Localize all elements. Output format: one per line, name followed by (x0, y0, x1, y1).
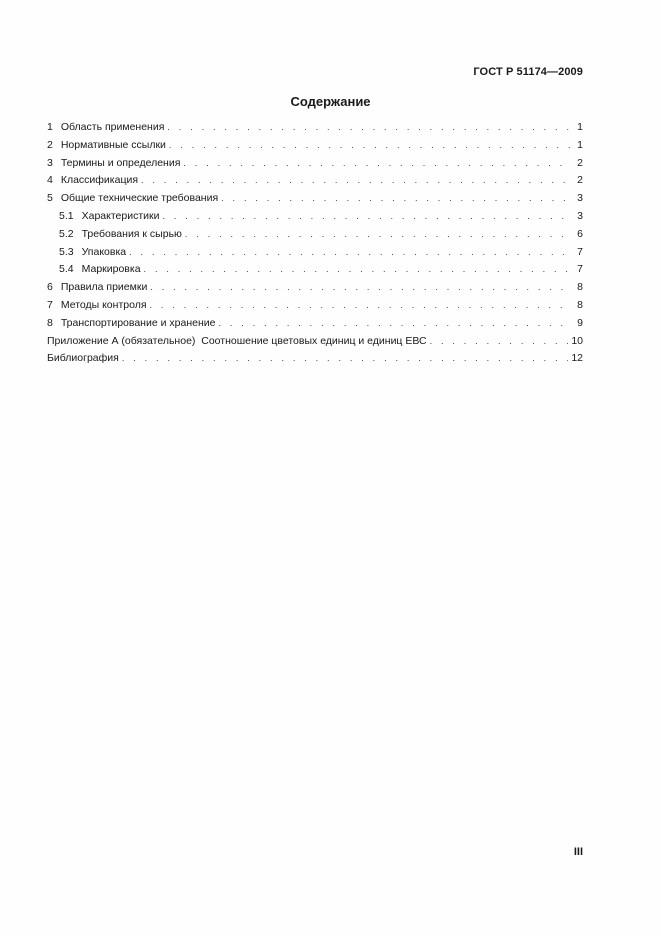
toc-entry-title: Транспортирование и хранение (60, 316, 216, 329)
toc-entry-5-2[interactable] (47, 226, 583, 244)
toc-entry-number: 2 (47, 138, 53, 151)
toc-entry-page: 3 (577, 192, 583, 205)
toc-entry-title: Библиография (47, 352, 119, 365)
toc-leader-dots (169, 137, 570, 155)
toc-entry-title: Характеристики (81, 209, 160, 222)
toc-entry-number: 7 (47, 298, 53, 311)
toc-leader-dots (218, 315, 570, 333)
toc-entry-page: 12 (571, 352, 583, 365)
toc-entry-page: 10 (571, 334, 583, 347)
toc-entry-title: Упаковка (81, 245, 127, 258)
toc-entry-4[interactable] (47, 172, 583, 190)
toc-entry-number: 5.2 (59, 227, 74, 240)
toc-entry-page: 1 (577, 121, 583, 133)
toc-title: Содержание (290, 94, 371, 109)
toc-entry-title: Правила приемки (60, 281, 148, 294)
toc-entry-number: 5.1 (59, 209, 74, 222)
toc-entry-page: 8 (577, 281, 583, 294)
toc-entry-5-1[interactable] (47, 208, 583, 226)
toc-leader-dots (162, 208, 570, 226)
toc-entry-title: Маркировка (81, 263, 141, 276)
toc-entry-title: Методы контроля (60, 298, 147, 311)
toc-leader-dots (129, 244, 570, 262)
toc-entry-number: 5.3 (59, 245, 74, 258)
toc-entry-number: 4 (47, 174, 53, 187)
toc-entry-page: 2 (577, 156, 583, 169)
toc-entry-2[interactable] (47, 137, 583, 155)
toc-entry-title: Общие технические требования (60, 192, 219, 205)
toc-entry-8[interactable] (47, 315, 583, 333)
toc-leader-dots (221, 190, 570, 208)
toc-entry-appendix-a[interactable] (47, 333, 583, 351)
toc-leader-dots (430, 333, 569, 351)
toc-leader-dots (150, 297, 570, 315)
toc-entry-page: 8 (577, 298, 583, 311)
toc-entry-title: Приложение А (обязательное) Соотношение цветовых единиц и единиц ЕВС (47, 334, 427, 347)
toc-entry-title: Требования к сырью (81, 227, 182, 240)
toc-entry-title: Термины и определения (60, 156, 181, 169)
toc-entry-number: 5.4 (59, 263, 74, 276)
toc-entry-6[interactable] (47, 279, 583, 297)
toc-entry-5-4[interactable] (47, 261, 583, 279)
toc-leader-dots (144, 261, 570, 279)
toc-leader-dots (122, 350, 568, 368)
toc-leader-dots (185, 226, 570, 244)
page-number: III (573, 846, 583, 858)
table-of-contents (47, 119, 583, 368)
toc-leader-dots (183, 155, 570, 173)
toc-entry-3[interactable] (47, 155, 583, 173)
toc-entry-number: 3 (47, 156, 53, 169)
toc-leader-dots (141, 172, 570, 190)
toc-entry-page: 7 (577, 245, 583, 258)
document-code: ГОСТ Р 51174—2009 (473, 66, 583, 78)
toc-entry-page: 1 (577, 138, 583, 151)
toc-entry-bibliography[interactable] (47, 350, 583, 368)
toc-entry-page: 2 (577, 174, 583, 187)
toc-entry-title: Классификация (60, 174, 139, 187)
toc-entry-page: 9 (577, 316, 583, 329)
toc-entry-1[interactable] (47, 119, 583, 137)
toc-entry-number: 6 (47, 281, 53, 294)
toc-entry-title: Область применения (60, 121, 165, 133)
toc-leader-dots (150, 279, 570, 297)
toc-entry-7[interactable] (47, 297, 583, 315)
toc-entry-number: 8 (47, 316, 53, 329)
toc-entry-page: 7 (577, 263, 583, 276)
toc-entry-page: 6 (577, 227, 583, 240)
toc-entry-title: Нормативные ссылки (60, 138, 166, 151)
toc-entry-number: 5 (47, 192, 53, 205)
toc-entry-5-3[interactable] (47, 244, 583, 262)
toc-entry-5[interactable] (47, 190, 583, 208)
toc-entry-number: 1 (47, 121, 53, 133)
toc-leader-dots (167, 119, 570, 137)
toc-entry-page: 3 (577, 209, 583, 222)
